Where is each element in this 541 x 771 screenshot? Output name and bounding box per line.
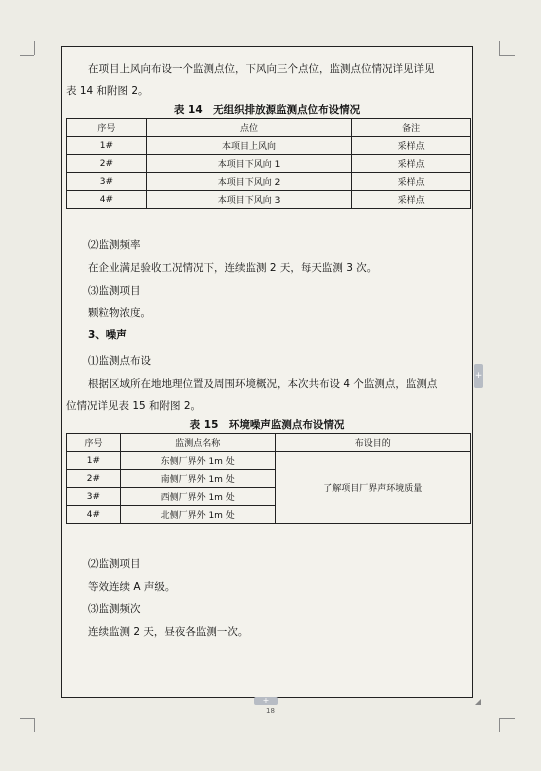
table-cell: 本项目上风向 bbox=[146, 137, 351, 155]
table-cell: 2# bbox=[67, 470, 121, 488]
table-cell: 采样点 bbox=[352, 155, 471, 173]
table-row bbox=[67, 452, 471, 470]
table-cell: 北侧厂界外 1m 处 bbox=[120, 506, 275, 524]
paragraph: 连续监测 2 天，昼夜各监测一次。 bbox=[88, 626, 249, 638]
table-header: 布设目的 bbox=[275, 434, 471, 452]
crop-mark bbox=[499, 55, 515, 56]
table-cell: 本项目下风向 2 bbox=[146, 173, 351, 191]
table-cell: 采样点 bbox=[352, 137, 471, 155]
table-cell: 3# bbox=[67, 488, 121, 506]
document-page[interactable] bbox=[61, 46, 473, 698]
subheading: ⑵监测频率 bbox=[88, 239, 141, 251]
paragraph: 颗粒物浓度。 bbox=[88, 307, 151, 319]
table-cell: 1# bbox=[67, 137, 147, 155]
table-header: 序号 bbox=[67, 119, 147, 137]
crop-mark bbox=[499, 41, 500, 55]
table-cell: 本项目下风向 1 bbox=[146, 155, 351, 173]
crop-mark bbox=[499, 718, 500, 732]
table-cell: 东侧厂界外 1m 处 bbox=[120, 452, 275, 470]
add-page-button[interactable]: + bbox=[254, 697, 278, 705]
table-cell: 2# bbox=[67, 155, 147, 173]
table-cell: 采样点 bbox=[352, 191, 471, 209]
table-header: 点位 bbox=[146, 119, 351, 137]
table-row bbox=[67, 191, 471, 209]
resize-handle-icon[interactable] bbox=[475, 699, 481, 705]
crop-mark bbox=[499, 718, 515, 719]
table-cell: 4# bbox=[67, 191, 147, 209]
table-cell: 西侧厂界外 1m 处 bbox=[120, 488, 275, 506]
paragraph: 在企业满足验收工况情况下，连续监测 2 天，每天监测 3 次。 bbox=[88, 262, 378, 274]
paragraph: 表 14 和附图 2。 bbox=[66, 85, 149, 97]
crop-mark bbox=[20, 718, 34, 719]
table-caption: 表 15 环境噪声监测点布设情况 bbox=[189, 419, 345, 431]
table-cell: 3# bbox=[67, 173, 147, 191]
table-cell: 本项目下风向 3 bbox=[146, 191, 351, 209]
subheading: ⑶监测项目 bbox=[88, 285, 141, 297]
paragraph: 位情况详见表 15 和附图 2。 bbox=[66, 400, 202, 412]
table-cell: 1# bbox=[67, 452, 121, 470]
subheading: ⑴监测点布设 bbox=[88, 355, 151, 367]
table-header: 备注 bbox=[352, 119, 471, 137]
page-number: 18 bbox=[266, 707, 275, 715]
table-cell: 采样点 bbox=[352, 173, 471, 191]
table-row bbox=[67, 155, 471, 173]
table-header: 监测点名称 bbox=[120, 434, 275, 452]
crop-mark bbox=[34, 718, 35, 732]
paragraph: 根据区域所在地地理位置及周围环境概况，本次共布设 4 个监测点，监测点 bbox=[88, 378, 438, 390]
expand-side-panel-button[interactable]: + bbox=[474, 364, 483, 388]
table-row bbox=[67, 173, 471, 191]
noise-monitoring-table bbox=[66, 433, 471, 524]
table-row bbox=[67, 137, 471, 155]
subheading: ⑵监测项目 bbox=[88, 558, 141, 570]
paragraph: 等效连续 A 声级。 bbox=[88, 581, 176, 593]
crop-mark bbox=[20, 55, 34, 56]
table-cell: 南侧厂界外 1m 处 bbox=[120, 470, 275, 488]
table-cell: 4# bbox=[67, 506, 121, 524]
crop-mark bbox=[34, 41, 35, 55]
section-heading: 3、噪声 bbox=[88, 329, 127, 341]
table-cell-purpose: 了解项目厂界声环境质量 bbox=[275, 452, 471, 524]
table-caption: 表 14 无组织排放源监测点位布设情况 bbox=[173, 104, 361, 116]
subheading: ⑶监测频次 bbox=[88, 603, 141, 615]
paragraph: 在项目上风向布设一个监测点位，下风向三个点位，监测点位情况详见详见 bbox=[88, 63, 435, 75]
table-header: 序号 bbox=[67, 434, 121, 452]
air-monitoring-table bbox=[66, 118, 471, 209]
